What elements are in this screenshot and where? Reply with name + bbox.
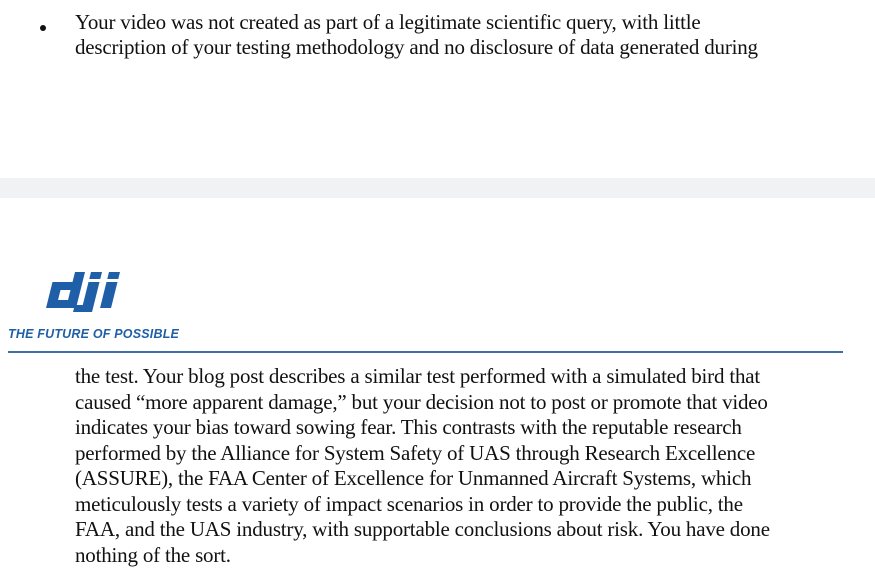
paragraph-line: (ASSURE), the FAA Center of Excellence for Unmanned Aircraft Systems, which: [75, 466, 752, 490]
paragraph-line: caused “more apparent damage,” but your decision not to post or promote that video: [75, 389, 768, 414]
paragraph-line: nothing of the sort.: [75, 542, 231, 567]
bullet-dot-icon: [40, 25, 46, 31]
brand-tagline: THE FUTURE OF POSSIBLE: [8, 327, 180, 341]
bullet-paragraph: [75, 10, 865, 60]
dji-logo: [40, 268, 140, 312]
paragraph-line: FAA, and the UAS industry, with supportable conclusions about risk. You have done: [75, 517, 770, 541]
paragraph-line: performed by the Alliance for System Safety of UAS through Research Excellence: [75, 440, 756, 465]
paragraph-line: indicates your bias toward sowing fear. This contrasts with the reputable research: [75, 415, 742, 439]
page-top: [0, 0, 875, 178]
letter-paragraph: [75, 364, 865, 568]
bullet-line: Your video was not created as part of a legitimate scientific query, with little: [75, 10, 701, 34]
page-separator: [0, 178, 875, 198]
paragraph-line: the test. Your blog post describes a similar test performed with a simulated bird that: [75, 364, 761, 388]
header-divider: [8, 351, 843, 353]
bullet-line: description of your testing methodology and no disclosure of data generated during: [75, 35, 758, 59]
paragraph-line: meticulously tests a variety of impact scenarios in order to provide the public, the: [75, 491, 743, 516]
